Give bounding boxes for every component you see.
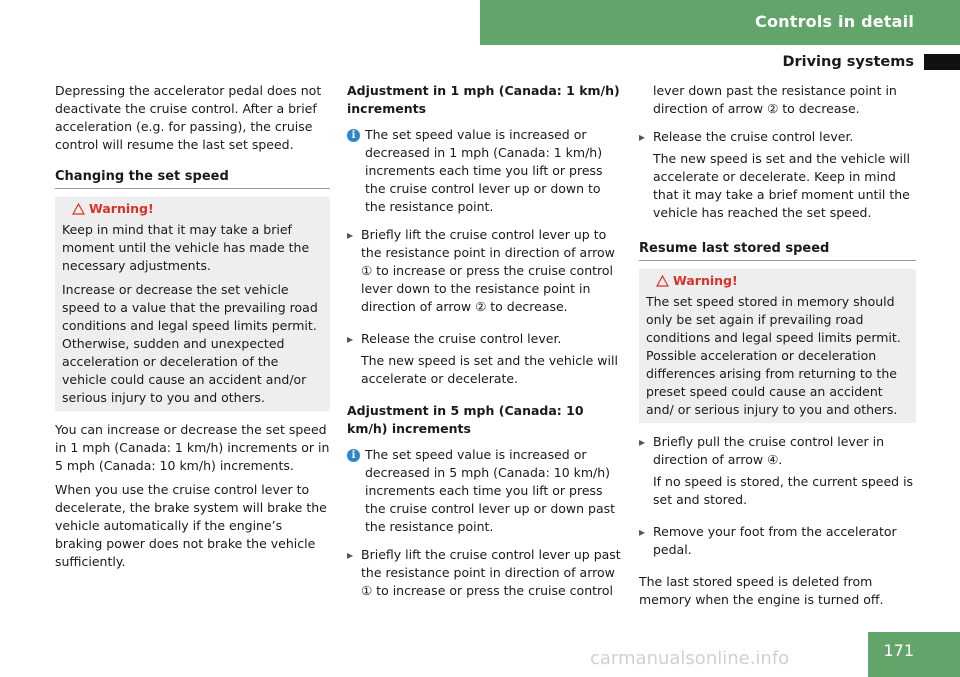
warning-title	[646, 272, 909, 290]
step-arrow-icon: ▸	[347, 548, 354, 562]
warning-title-text: Warning!	[89, 201, 154, 216]
step-arrow-icon: ▸	[639, 525, 646, 539]
info-note	[347, 126, 624, 216]
warning-title-text: Warning!	[673, 273, 738, 288]
step-text: Briefly pull the cruise control lever in direction of arrow ④.	[653, 434, 885, 467]
info-text: The set speed value is increased or decreased in 1 mph (Canada: 1 km/h) increments each time you lift or press the cruise control lever up or down to the resistance point.	[365, 127, 603, 214]
heading-1mph-increments: Adjustment in 1 mph (Canada: 1 km/h) increments	[347, 83, 620, 116]
page-tab-marker	[924, 54, 960, 70]
warning-box	[55, 197, 330, 411]
warning-triangle-icon	[72, 203, 85, 215]
intro-paragraph: Depressing the accelerator pedal does not deactivate the cruise control. After a brief acceleration (e.g. for passing), the cruise control will resume the last set speed.	[55, 83, 322, 152]
step-text: Release the cruise control lever.	[361, 331, 562, 346]
step-result: The new speed is set and the vehicle will accelerate or decelerate.	[361, 353, 618, 386]
step-text: lever down past the resistance point in direction of arrow ② to decrease.	[653, 83, 897, 116]
body-paragraph: The last stored speed is deleted from memory when the engine is turned off.	[639, 574, 884, 607]
heading-5mph-increments: Adjustment in 5 mph (Canada: 10 km/h) increments	[347, 403, 584, 436]
subsection-title: Driving systems	[782, 54, 914, 70]
step-arrow-icon: ▸	[639, 130, 646, 144]
instruction-step	[347, 330, 624, 392]
instruction-step	[639, 128, 916, 226]
step-arrow-icon: ▸	[347, 228, 354, 242]
instruction-step	[639, 523, 916, 563]
step-continuation	[639, 82, 916, 118]
info-text: The set speed value is increased or decreased in 5 mph (Canada: 10 km/h) increments each time you lift or press the cruise control lever up or down past the resistance point.	[365, 447, 616, 534]
step-result: If no speed is stored, the current speed is set and stored.	[653, 474, 914, 507]
instruction-step	[639, 433, 916, 513]
section-title: Controls in detail	[755, 12, 914, 31]
warning-text: Increase or decrease the set vehicle speed to a value that the prevailing road conditions and legal speed limits permit. Otherwise, sudden and unexpected acceleration or deceleration of the vehicle could cause an accident and/or serious injury to you and others.	[62, 282, 318, 405]
step-text: Briefly lift the cruise control lever up past the resistance point in direction of arrow ① to increase or press the cruise control	[361, 547, 621, 598]
body-paragraph: When you use the cruise control lever to decelerate, the brake system will brake the vehicle automatically if the engine’s braking power does not brake the vehicle sufficiently.	[55, 482, 327, 569]
heading-resume-last-speed: Resume last stored speed	[639, 240, 916, 261]
step-text: Remove your foot from the accelerator pedal.	[653, 524, 897, 557]
page-number-box	[868, 632, 960, 677]
info-icon: i	[347, 449, 360, 462]
heading-changing-set-speed: Changing the set speed	[55, 168, 330, 189]
body-paragraph: You can increase or decrease the set speed in 1 mph (Canada: 1 km/h) increments or in 5 mph (Canada: 10 km/h) increments.	[55, 422, 330, 473]
step-result: The new speed is set and the vehicle will accelerate or decelerate. Keep in mind that it may take a brief moment until the vehicle has reached the set speed.	[653, 151, 910, 220]
warning-text: Keep in mind that it may take a brief moment until the vehicle has made the necessary adjustments.	[62, 222, 310, 273]
warning-title	[62, 200, 323, 218]
page-number: 171	[883, 641, 914, 660]
step-arrow-icon: ▸	[347, 332, 354, 346]
step-text: Release the cruise control lever.	[653, 129, 854, 144]
warning-box	[639, 269, 916, 423]
column-1	[55, 82, 330, 577]
info-note	[347, 446, 624, 536]
step-arrow-icon: ▸	[639, 435, 646, 449]
column-3	[639, 82, 916, 615]
column-2	[347, 82, 624, 608]
info-icon: i	[347, 129, 360, 142]
watermark: carmanualsonline.info	[590, 648, 790, 669]
instruction-step	[347, 546, 624, 604]
warning-triangle-icon	[656, 275, 669, 287]
step-text: Briefly lift the cruise control lever up to the resistance point in direction of arrow ① to increase or press the cruise control lever down to the resistance point in direction of arrow ② to decrease.	[361, 227, 615, 314]
warning-text: The set speed stored in memory should only be set again if prevailing road conditions and legal speed limits permit. Possible acceleration or deceleration differences arising from returning to the preset speed could cause an accident and/ or serious injury to you and others.	[646, 294, 901, 417]
instruction-step	[347, 226, 624, 320]
